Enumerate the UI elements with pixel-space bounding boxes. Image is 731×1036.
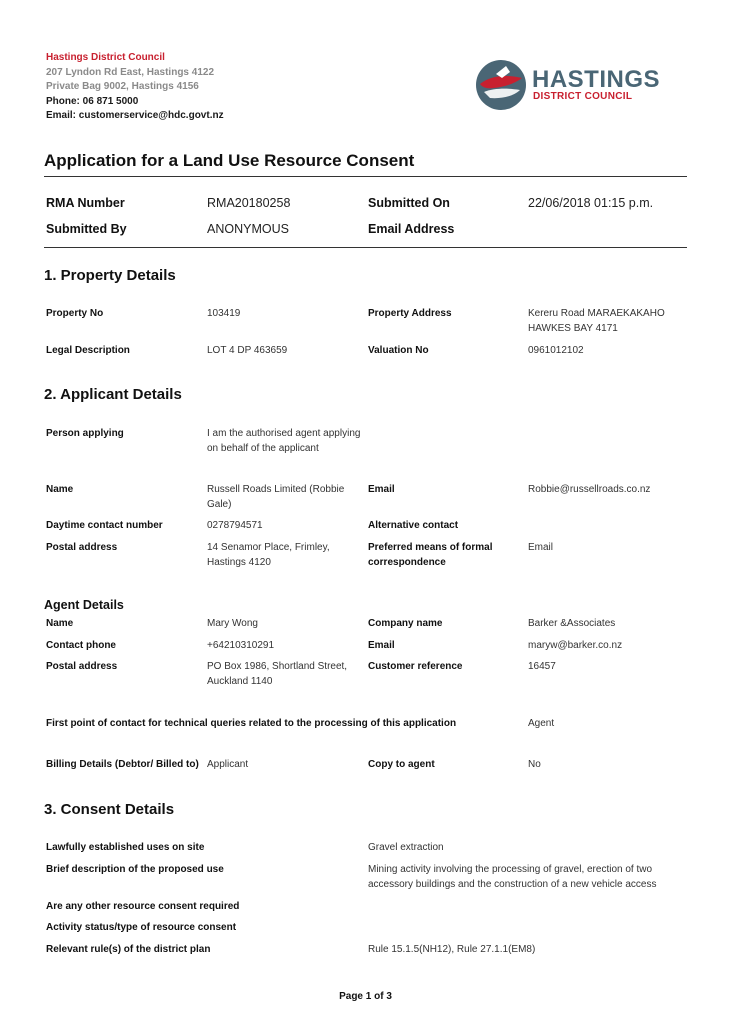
applicant-postal-line1: 14 Senamor Place, Frimley, bbox=[207, 542, 330, 553]
company-name-label: Company name bbox=[368, 618, 443, 629]
applicant-details-heading: 2. Applicant Details bbox=[44, 386, 182, 403]
logo-subtitle: DISTRICT COUNCIL bbox=[533, 91, 633, 102]
preferred-correspondence-label bbox=[368, 540, 493, 570]
property-no-value: 103419 bbox=[207, 308, 241, 319]
submitted-on-label: Submitted On bbox=[368, 196, 450, 210]
property-address-value bbox=[528, 306, 665, 336]
legal-description-value: LOT 4 DP 463659 bbox=[207, 345, 288, 356]
activity-status-label: Activity status/type of resource consent bbox=[46, 922, 237, 933]
applicant-email-value: Robbie@russellroads.co.nz bbox=[528, 484, 651, 495]
billing-details-label: Billing Details (Debtor/ Billed to) bbox=[46, 759, 199, 770]
lawful-uses-label: Lawfully established uses on site bbox=[46, 842, 205, 853]
person-applying-label: Person applying bbox=[46, 428, 124, 439]
preferred-correspondence-value: Email bbox=[528, 542, 554, 553]
logo-emblem-icon bbox=[474, 58, 528, 112]
brief-description-label: Brief description of the proposed use bbox=[46, 864, 224, 875]
applicant-name-line1: Russell Roads Limited (Robbie bbox=[207, 484, 345, 495]
brief-description-value bbox=[368, 862, 657, 892]
first-point-contact-label: First point of contact for technical queries related to the processing of this application bbox=[46, 718, 457, 729]
council-postal-address: Private Bag 9002, Hastings 4156 bbox=[46, 81, 199, 93]
property-address-label: Property Address bbox=[368, 308, 452, 319]
agent-email-value: maryw@barker.co.nz bbox=[528, 640, 623, 651]
legal-description-label: Legal Description bbox=[46, 345, 130, 356]
company-name-value: Barker &Associates bbox=[528, 618, 616, 629]
customer-reference-value: 16457 bbox=[528, 661, 556, 672]
brief-description-line2: accessory buildings and the construction of a new vehicle access bbox=[368, 879, 657, 890]
consent-details-heading: 3. Consent Details bbox=[44, 801, 175, 818]
submitted-on-value: 22/06/2018 01:15 p.m. bbox=[528, 196, 654, 210]
lawful-uses-value: Gravel extraction bbox=[368, 842, 444, 853]
customer-reference-label: Customer reference bbox=[368, 661, 463, 672]
submitted-by-label: Submitted By bbox=[46, 222, 127, 236]
agent-details-heading: Agent Details bbox=[44, 598, 124, 612]
title-divider bbox=[44, 176, 687, 177]
agent-name-value: Mary Wong bbox=[207, 618, 258, 629]
council-phone: Phone: 06 871 5000 bbox=[46, 95, 139, 107]
agent-postal-line1: PO Box 1986, Shortland Street, bbox=[207, 661, 348, 672]
preferred-correspondence-label-line1: Preferred means of formal bbox=[368, 542, 493, 553]
district-plan-rules-value: Rule 15.1.5(NH12), Rule 27.1.1(EM8) bbox=[368, 944, 536, 955]
council-logo bbox=[474, 56, 661, 114]
property-no-label: Property No bbox=[46, 308, 104, 319]
applicant-postal-line2: Hastings 4120 bbox=[207, 557, 271, 568]
property-details-heading: 1. Property Details bbox=[44, 267, 176, 284]
agent-email-label: Email bbox=[368, 640, 395, 651]
applicant-name-value bbox=[207, 482, 344, 512]
council-name: Hastings District Council bbox=[46, 52, 165, 63]
applicant-email-label: Email bbox=[368, 484, 395, 495]
council-street-address: 207 Lyndon Rd East, Hastings 4122 bbox=[46, 66, 215, 78]
property-address-line1: Kereru Road MARAEKAKAHO bbox=[528, 308, 665, 319]
daytime-contact-label: Daytime contact number bbox=[46, 520, 163, 531]
billing-details-value: Applicant bbox=[207, 759, 249, 770]
page-number: Page 1 of 3 bbox=[339, 991, 392, 1002]
email-address-label: Email Address bbox=[368, 222, 455, 236]
person-applying-line2: on behalf of the applicant bbox=[207, 443, 319, 454]
contact-phone-label: Contact phone bbox=[46, 640, 116, 651]
first-point-contact-value: Agent bbox=[528, 718, 555, 729]
other-consent-label: Are any other resource consent required bbox=[46, 901, 240, 912]
person-applying-line1: I am the authorised agent applying bbox=[207, 428, 361, 439]
logo-wordmark: HASTINGS bbox=[532, 66, 661, 93]
submitted-by-value: ANONYMOUS bbox=[207, 222, 289, 236]
district-plan-rules-label: Relevant rule(s) of the district plan bbox=[46, 944, 211, 955]
rma-number-label: RMA Number bbox=[46, 196, 125, 210]
contact-phone-value: +64210310291 bbox=[207, 640, 275, 651]
daytime-contact-value: 0278794571 bbox=[207, 520, 263, 531]
rma-number-value: RMA20180258 bbox=[207, 196, 291, 210]
copy-to-agent-value: No bbox=[528, 759, 541, 770]
council-email: Email: customerservice@hdc.govt.nz bbox=[46, 110, 224, 122]
page-title: Application for a Land Use Resource Consent bbox=[44, 151, 415, 170]
brief-description-line1: Mining activity involving the processing of gravel, erection of two bbox=[368, 864, 653, 875]
valuation-no-value: 0961012102 bbox=[528, 345, 584, 356]
council-address-block bbox=[46, 51, 224, 124]
applicant-name-line2: Gale) bbox=[207, 499, 232, 510]
preferred-correspondence-label-line2: correspondence bbox=[368, 557, 446, 568]
header-divider bbox=[44, 247, 687, 248]
valuation-no-label: Valuation No bbox=[368, 345, 429, 356]
agent-postal-value bbox=[207, 659, 347, 689]
agent-postal-label: Postal address bbox=[46, 661, 118, 672]
person-applying-value bbox=[207, 426, 360, 456]
copy-to-agent-label: Copy to agent bbox=[368, 759, 435, 770]
alternative-contact-label: Alternative contact bbox=[368, 520, 459, 531]
agent-name-label: Name bbox=[46, 618, 74, 629]
agent-postal-line2: Auckland 1140 bbox=[207, 676, 273, 687]
applicant-postal-value bbox=[207, 540, 330, 570]
applicant-postal-label: Postal address bbox=[46, 542, 118, 553]
applicant-name-label: Name bbox=[46, 484, 74, 495]
property-address-line2: HAWKES BAY 4171 bbox=[528, 323, 618, 334]
